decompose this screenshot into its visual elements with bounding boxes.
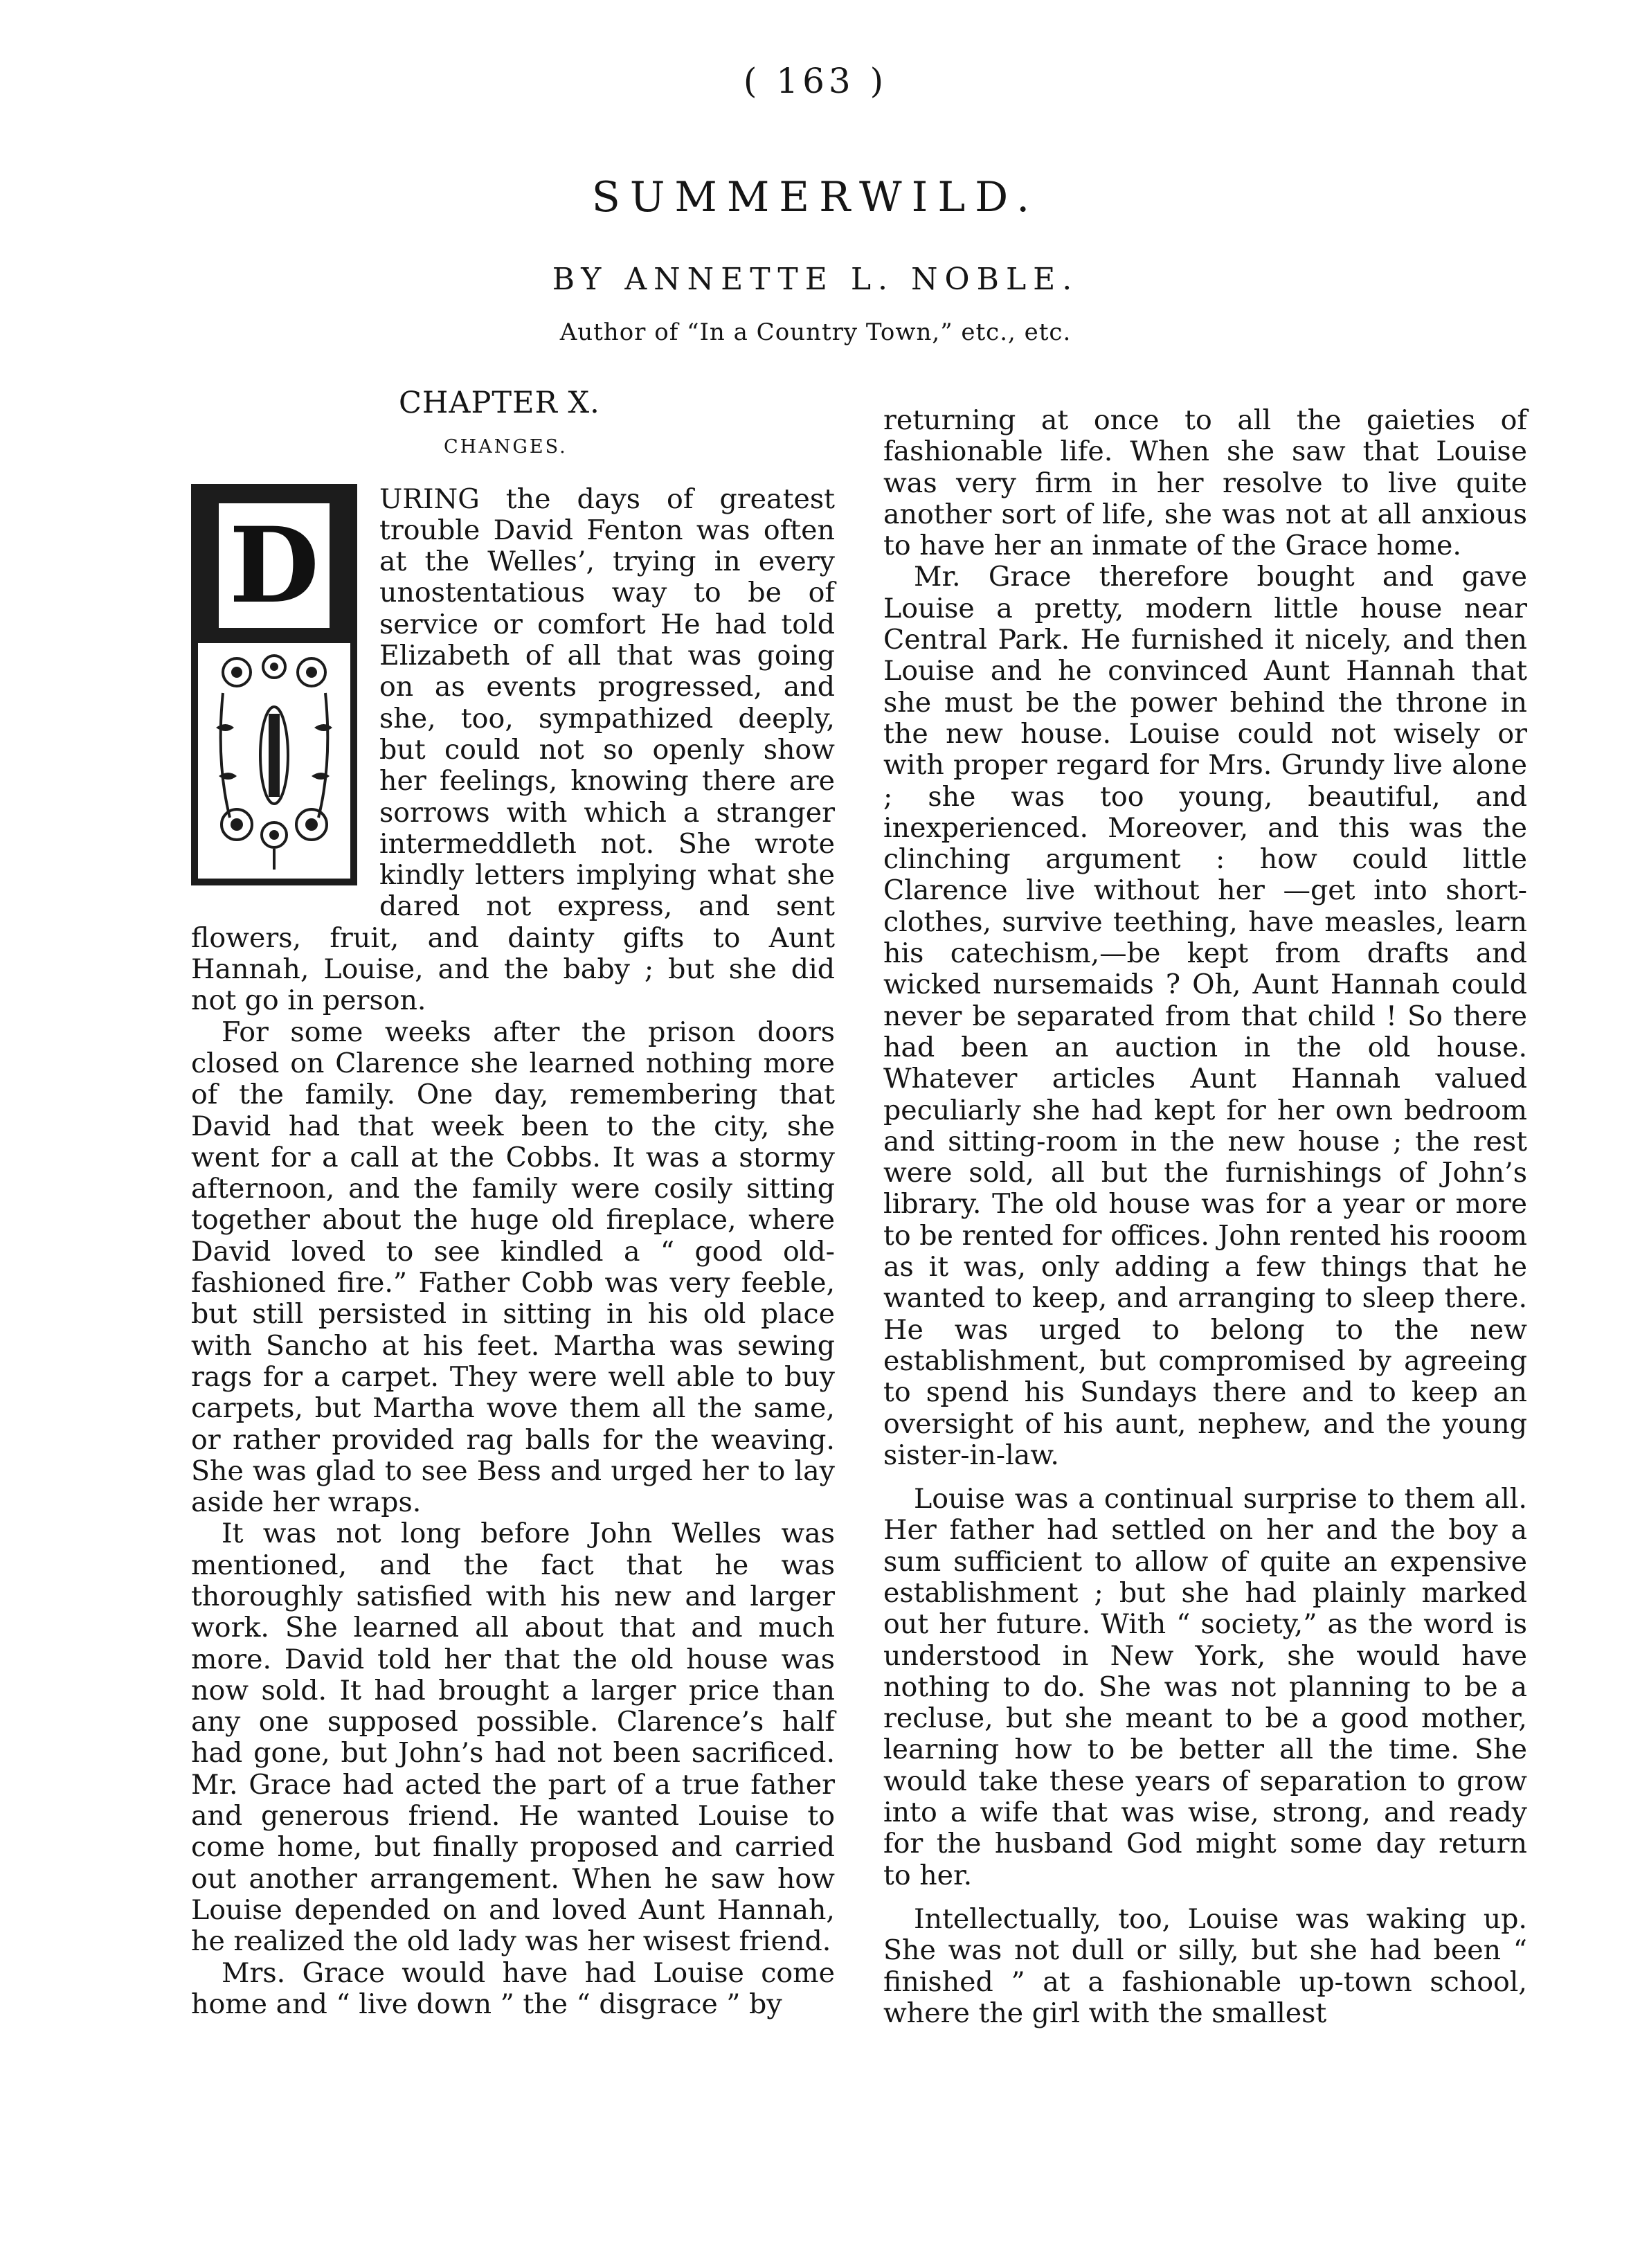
paragraph: Louise was a continual surprise to them all. Her father had settled on her and the boy a sum sufficient to allow of quite an expensive establishment ; but she had plainly marked out her future. With “ society,” as the word is understood in New York, she would have nothing to do. She was not planning to be a recluse, but she meant to be a good mother, learning how to be better all the time. She would take these years of separation to grow into a wife that was wise, strong, and ready for the husband God might some day return to her. [883,1483,1527,1891]
story-title: SUMMERWILD. [591,173,1040,222]
paragraph: Mr. Grace therefore bought and gave Louise a pretty, modern little house near Central Park. He furnished it nicely, and then Louise and he convinced Aunt Hannah that she must be the power behind the throne in the new house. Louise could not wisely or with proper regard for Mrs. Grundy live alone ; she was too young, beautiful, and inexperienced. Moreover, and this was the clinching argument : how could little Clarence live without her —get into short-clothes, survive teething, have measles, learn his catechism,—be kept from drafts and wicked nursemaids ? Oh, Aunt Hannah could never be separated from that child ! So there had been an auction in the old house. Whatever articles Aunt Hannah valued peculiarly she had kept for her own bedroom and sitting-room in the new house ; the rest were sold, all but the furnishings of John’s library. The old house was for a year or more to be rented for offices. John rented his rooom as it was, only adding a few things that he wanted to keep, and arranging to sleep there. He was urged to belong to the new establishment, but compromised by agreeing to spend his Sundays there and to keep an oversight of his aunt, nephew, and the young sister-in-law. [883,561,1527,1471]
paragraph: It was not long before John Welles was mentioned, and the fact that he was thoroughly satisfied with his new and larger work. She learned all about that and much more. David told her that the old house was now sold. It had brought a larger price than any one supposed possible. Clarence’s half had gone, but John’s had not been sacrificed. Mr. Grace had acted the part of a true father and generous friend. He wanted Louise to come home, but finally proposed and carried out another arrangement. When he saw how Louise depended on and loved Aunt Hannah, he realized the old lady was her wisest friend. [191,1518,835,1958]
page-number: ( 163 ) [743,61,888,101]
paragraph: returning at once to all the gaieties of fashionable life. When she saw that Louise was very firm in her resolve to live quite another sort of life, she was not at all anxious to have her an inmate of the Grace home. [883,404,1527,562]
left-column [191,388,835,2020]
paragraph: For some weeks after the prison doors closed on Clarence she learned nothing more of the family. One day, remembering that David had that week been to the city, she went for a call at the Cobbs. It was a stormy afternoon, and the family were cosily sitting together about the huge old fireplace, where David loved to see kindled a “ good old-fashioned fire.” Father Cobb was very feeble, but still persisted in sitting in his old place with Sancho at his feet. Martha was sewing rags for a carpet. They were well able to buy carpets, but Martha wove them all the same, or rather provided rag balls for the weaving. She was glad to see Bess and urged her to lay aside her wraps. [191,1016,835,1519]
paragraph: Intellectually, too, Louise was waking up. She was not dull or silly, but she had been “ finished ” at a fashionable up-town school, where the girl with the smallest [883,1902,1527,2029]
drop-cap-letter: D [219,503,330,628]
chapter-subtitle: CHANGES. [444,436,568,458]
chapter-heading: CHAPTER X. [399,386,600,420]
paragraph: URING the days of greatest trouble David Fenton was often at the Welles’, trying in every unostentatious way to be of service or comfort He had told Elizabeth of all that was going on as events progressed, and she, too, sympathized deeply, but could not so openly show her feelings, knowing there are sorrows with which a stranger intermeddleth not. She wrote kindly letters implying what she dared not express, and sent flowers, fruit, and dainty gifts to Aunt Hannah, Louise, and the baby ; but she did not go in person. [191,483,835,1017]
author-byline: BY ANNETTE L. NOBLE. [552,262,1079,297]
drop-cap-letter-block [198,491,350,643]
paragraph: Mrs. Grace would have had Louise come home and “ live down ” the “ disgrace ” by [191,1956,835,2020]
floral-wreath-icon [209,651,339,873]
right-column [883,405,1527,2029]
author-credit: Author of “In a Country Town,” etc., etc. [559,318,1072,346]
drop-cap [191,484,357,885]
